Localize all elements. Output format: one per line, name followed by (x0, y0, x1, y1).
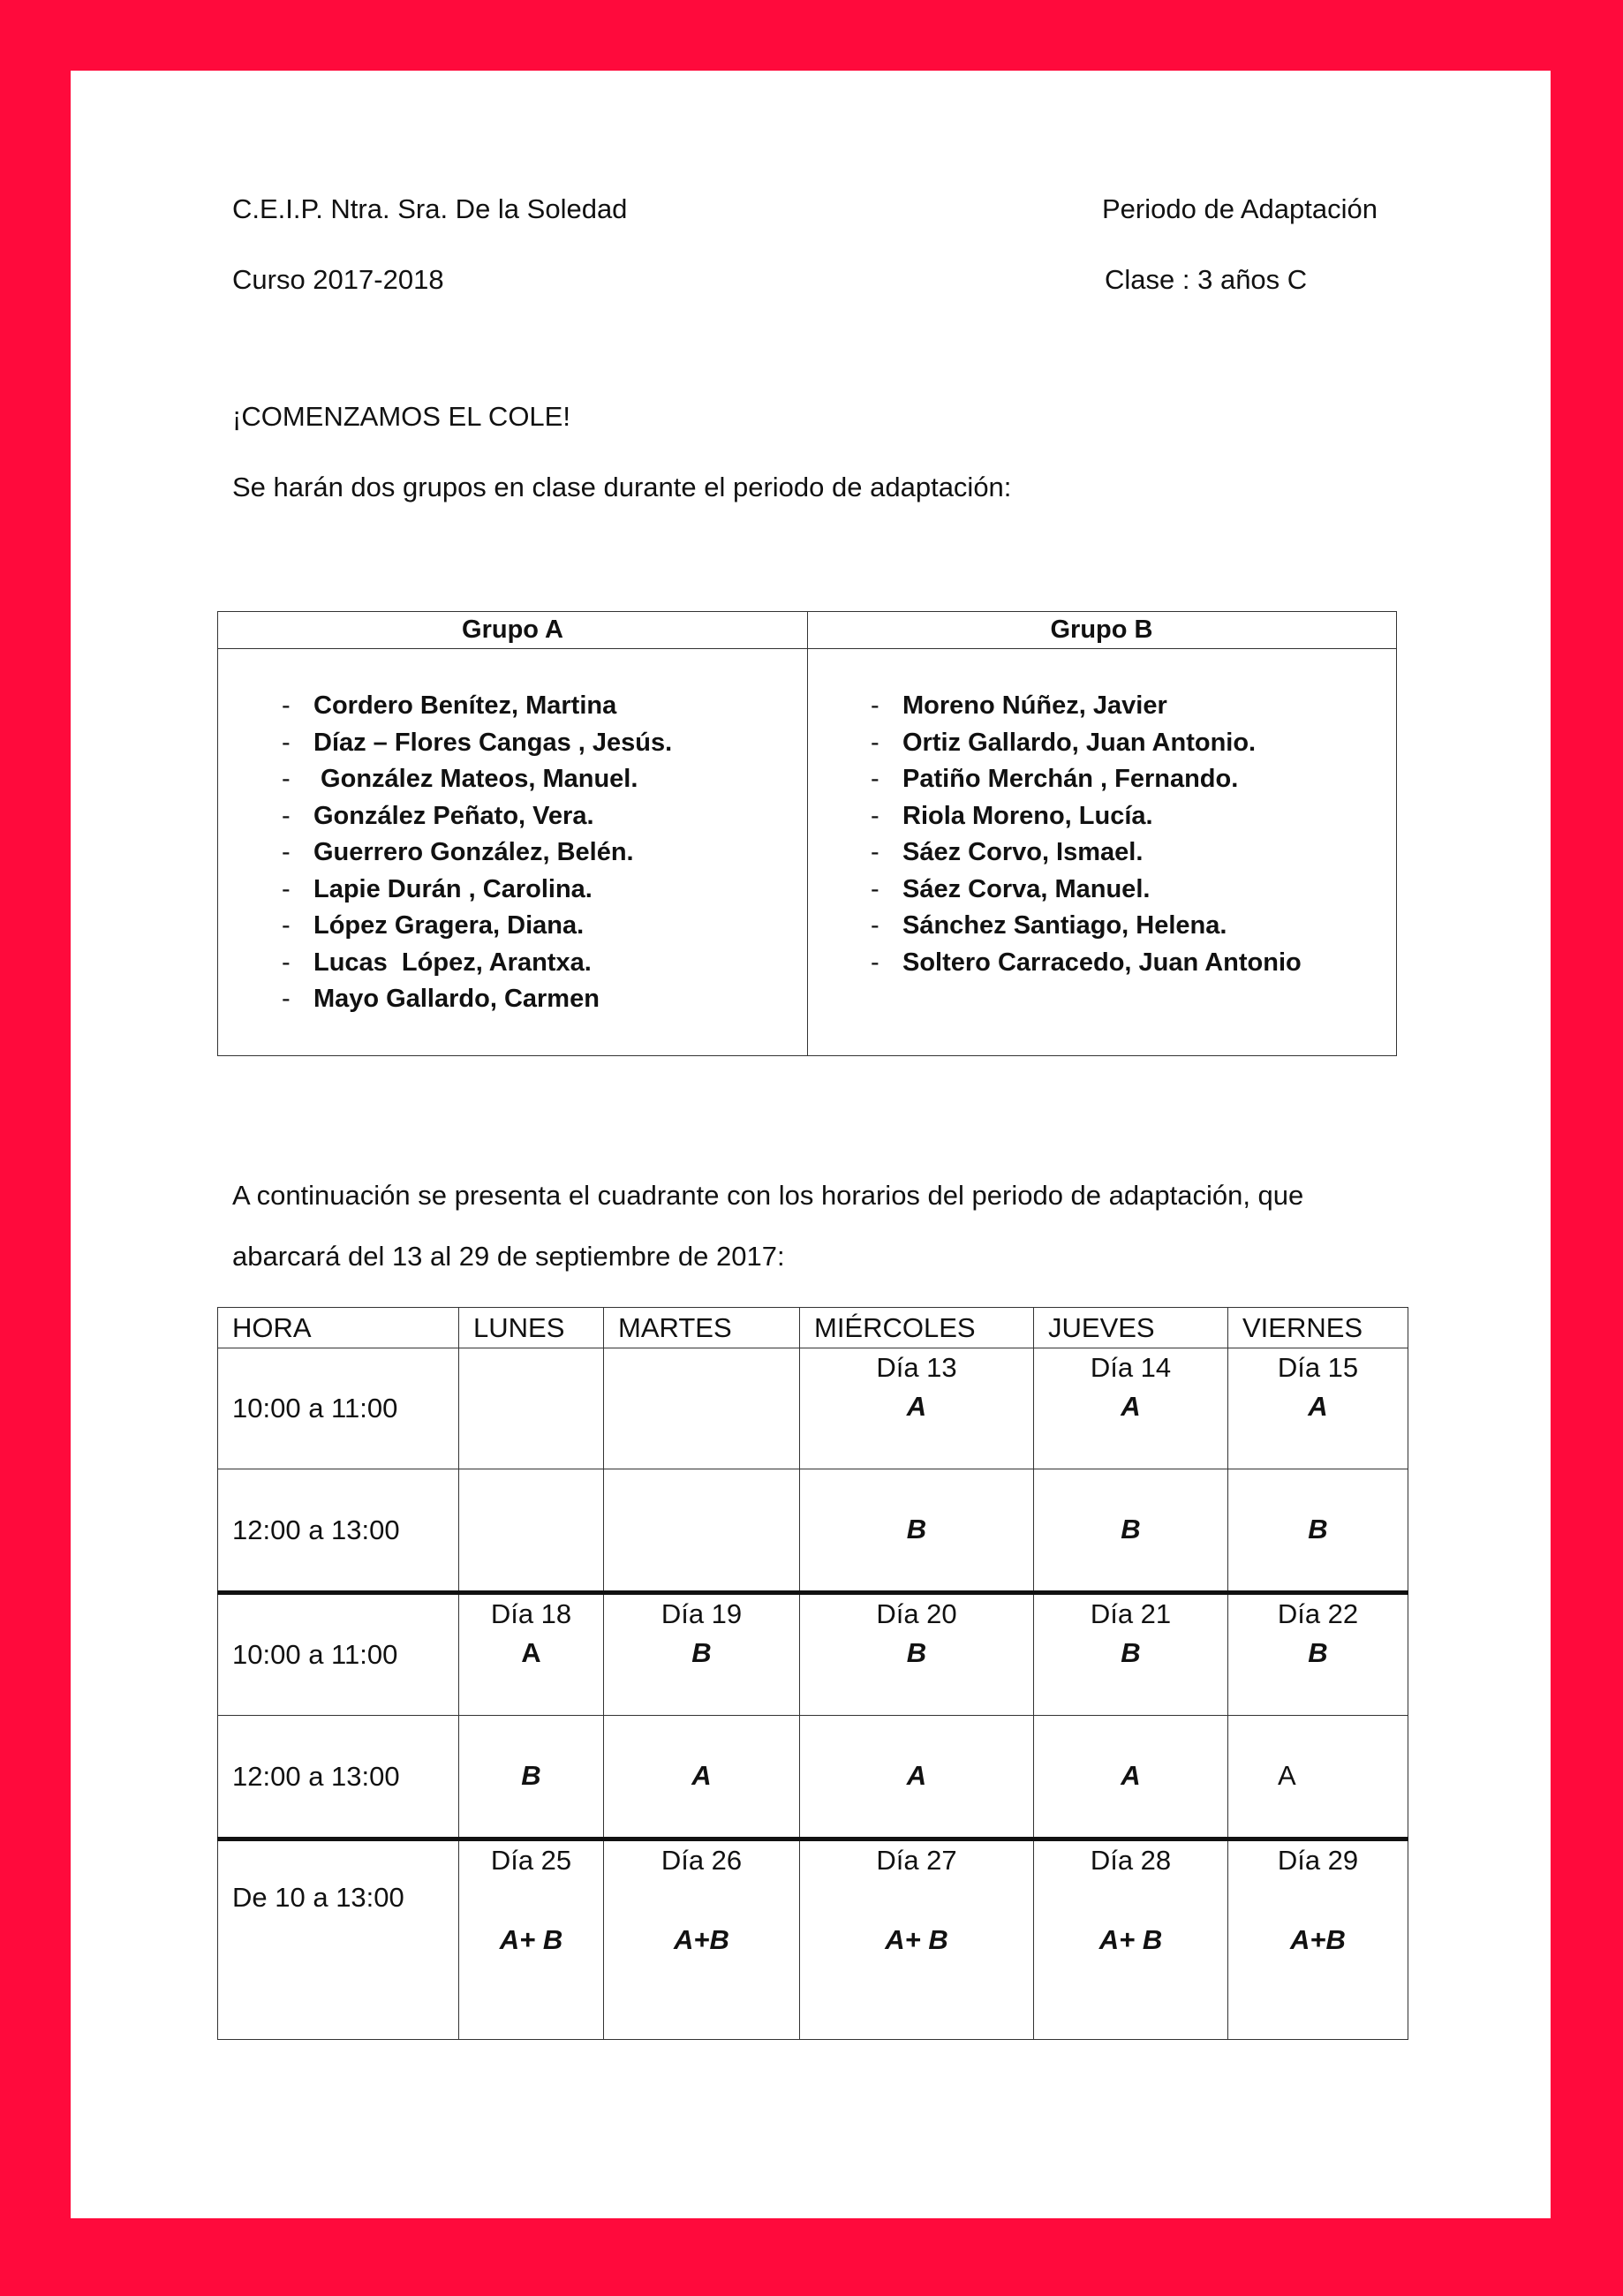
schedule-intro-line2: abarcará del 13 al 29 de septiembre de 2017: (232, 1241, 785, 1272)
groups-header-divider (218, 648, 1396, 649)
schedule-cell (604, 1469, 800, 1593)
group-label: A (521, 1637, 541, 1668)
class-name: Clase : 3 años C (1105, 264, 1308, 295)
group-label: B (906, 1514, 927, 1545)
group-label: B (1308, 1514, 1328, 1545)
schedule-cell (459, 1593, 604, 1716)
list-item: - González Mateos, Manuel. (282, 765, 638, 793)
col-header-miercoles: MIÉRCOLES (800, 1308, 1034, 1348)
list-item: - Moreno Núñez, Javier (871, 691, 1167, 720)
day-label: Día 28 (1090, 1845, 1172, 1876)
program-title: Periodo de Adaptación (1102, 193, 1378, 224)
day-label: Día 19 (661, 1598, 743, 1629)
group-label: A+B (674, 1924, 729, 1955)
schedule-intro-line1: A continuación se presenta el cuadrante con los horarios del periodo de adaptación, que (232, 1180, 1304, 1211)
hora-cell: De 10 a 13:00 (218, 1839, 459, 2040)
hora-cell: 10:00 a 11:00 (218, 1348, 459, 1469)
schedule-cell (459, 1348, 604, 1469)
day-label: Día 22 (1277, 1598, 1359, 1629)
group-label: B (906, 1637, 927, 1668)
schedule-cell (1228, 1716, 1408, 1839)
schedule-cell (800, 1716, 1034, 1839)
col-header-martes: MARTES (604, 1308, 800, 1348)
day-label: Día 13 (876, 1352, 957, 1383)
list-item: - Mayo Gallardo, Carmen (282, 985, 600, 1013)
hora-cell: 12:00 a 13:00 (218, 1469, 459, 1593)
group-label: B (521, 1760, 541, 1791)
schedule-cell (1034, 1348, 1228, 1469)
list-item: - Lucas López, Arantxa. (282, 948, 592, 977)
schedule-cell (459, 1469, 604, 1593)
group-b-title: Grupo B (1050, 616, 1153, 644)
list-item: - Soltero Carracedo, Juan Antonio (871, 948, 1302, 977)
group-label: A+ B (1098, 1924, 1163, 1955)
list-item: - López Gragera, Diana. (282, 911, 585, 940)
table-row (218, 1593, 1408, 1716)
day-label: Día 14 (1090, 1352, 1172, 1383)
list-item: - Guerrero González, Belén. (282, 838, 634, 866)
school-name: C.E.I.P. Ntra. Sra. De la Soledad (232, 193, 628, 224)
group-label: A+ B (499, 1924, 563, 1955)
group-label: B (1308, 1637, 1328, 1668)
schedule-cell (1034, 1839, 1228, 2040)
schedule-header-row (218, 1308, 1408, 1348)
schedule-cell (1228, 1839, 1408, 2040)
list-item: - Díaz – Flores Cangas , Jesús. (282, 728, 673, 757)
col-header-jueves: JUEVES (1034, 1308, 1228, 1348)
list-item: - González Peñato, Vera. (282, 801, 594, 830)
schedule-cell (604, 1348, 800, 1469)
group-label: A+B (1290, 1924, 1346, 1955)
list-item: - Sánchez Santiago, Helena. (871, 911, 1227, 940)
group-label: A+ B (885, 1924, 948, 1955)
day-label: Día 29 (1277, 1845, 1359, 1876)
schedule-cell (1228, 1593, 1408, 1716)
col-header-lunes: LUNES (459, 1308, 604, 1348)
day-label: Día 26 (661, 1845, 743, 1876)
list-item: - Riola Moreno, Lucía. (871, 801, 1153, 830)
table-row (218, 1469, 1408, 1593)
schedule-cell (604, 1839, 800, 2040)
group-label: A (1308, 1391, 1328, 1422)
intro-heading: ¡COMENZAMOS EL COLE! (232, 401, 570, 432)
group-a-title: Grupo A (462, 616, 563, 644)
day-label: Día 15 (1277, 1352, 1359, 1383)
group-label: A (1121, 1760, 1141, 1791)
day-label: Día 18 (490, 1598, 572, 1629)
list-item: - Sáez Corva, Manuel. (871, 874, 1151, 903)
schedule-cell (1034, 1716, 1228, 1839)
group-label: B (1121, 1637, 1141, 1668)
col-header-hora: HORA (218, 1308, 459, 1348)
groups-table (217, 611, 1397, 1056)
schedule-cell (1228, 1469, 1408, 1593)
schedule-cell (1034, 1469, 1228, 1593)
group-b-list (807, 688, 1302, 981)
schedule-table (217, 1307, 1408, 2040)
group-label: B (691, 1637, 712, 1668)
day-label: Día 25 (490, 1845, 572, 1876)
group-a-list (218, 688, 672, 1018)
list-item: - Ortiz Gallardo, Juan Antonio. (871, 728, 1257, 757)
day-label: Día 27 (876, 1845, 957, 1876)
list-item: - Sáez Corvo, Ismael. (871, 838, 1144, 866)
group-label: A (1278, 1760, 1296, 1791)
intro-text: Se harán dos grupos en clase durante el periodo de adaptación: (232, 472, 1012, 502)
hora-cell: 10:00 a 11:00 (218, 1593, 459, 1716)
hora-cell: 12:00 a 13:00 (218, 1716, 459, 1839)
group-label: A (691, 1760, 712, 1791)
schedule-cell (1034, 1593, 1228, 1716)
group-label: A (906, 1760, 927, 1791)
table-row (218, 1716, 1408, 1839)
schedule-cell (604, 1716, 800, 1839)
schedule-cell (800, 1839, 1034, 2040)
document-page (71, 71, 1551, 2218)
group-label: A (1121, 1391, 1141, 1422)
schedule-cell (604, 1593, 800, 1716)
list-item: - Patiño Merchán , Fernando. (871, 765, 1239, 793)
course-year: Curso 2017-2018 (232, 264, 444, 295)
col-header-viernes: VIERNES (1228, 1308, 1408, 1348)
table-row (218, 1348, 1408, 1469)
day-label: Día 20 (876, 1598, 957, 1629)
list-item: - Cordero Benítez, Martina (282, 691, 617, 720)
schedule-cell (459, 1839, 604, 2040)
table-row (218, 1839, 1408, 2040)
schedule-cell (800, 1348, 1034, 1469)
group-label: B (1121, 1514, 1141, 1545)
schedule-cell (800, 1469, 1034, 1593)
group-label: A (906, 1391, 927, 1422)
list-item: - Lapie Durán , Carolina. (282, 874, 593, 903)
day-label: Día 21 (1090, 1598, 1172, 1629)
schedule-cell (800, 1593, 1034, 1716)
schedule-cell (1228, 1348, 1408, 1469)
schedule-cell (459, 1716, 604, 1839)
